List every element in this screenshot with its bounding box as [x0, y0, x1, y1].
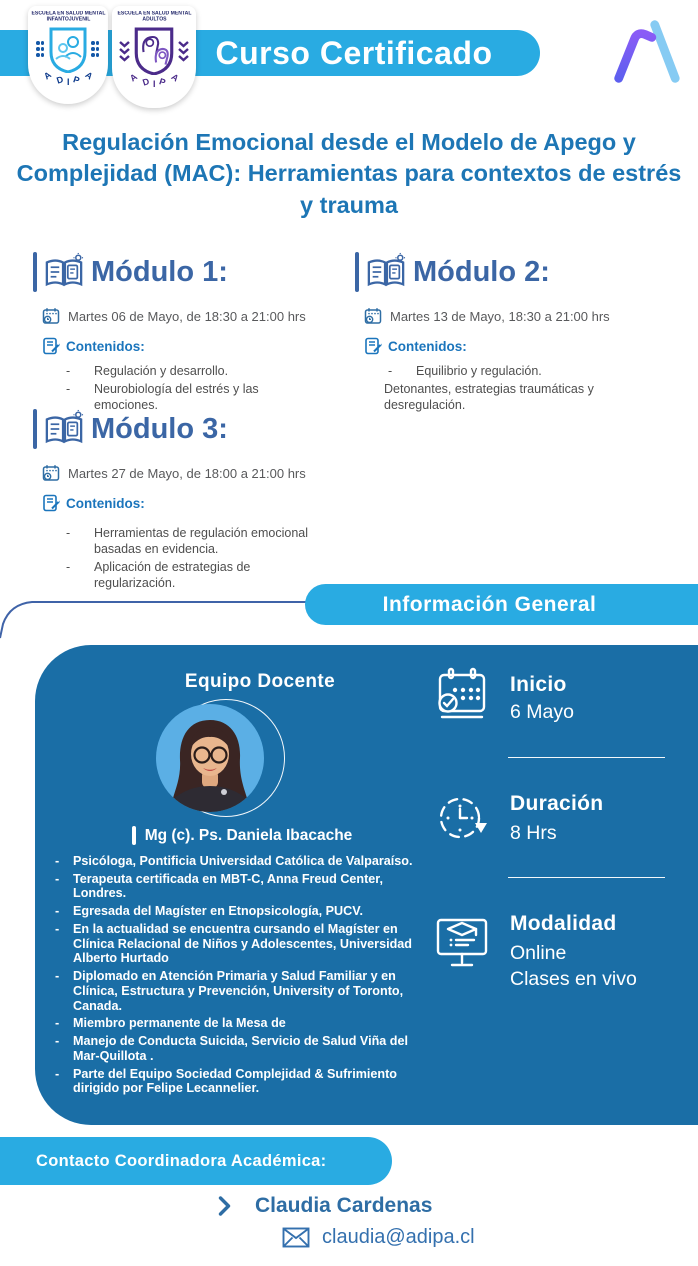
accent-bar	[33, 252, 37, 292]
teacher-bio-list	[48, 854, 420, 1099]
calendar-check-icon	[432, 664, 492, 724]
contact-email-link[interactable]	[282, 1226, 475, 1249]
contact-name-row	[218, 1194, 432, 1218]
modalidad-value-clases: Clases en vivo	[510, 968, 637, 990]
badge-escuela-adultos	[112, 6, 196, 108]
teacher-avatar	[156, 704, 264, 812]
header-banner-label: Curso Certificado	[215, 34, 493, 71]
modalidad-label: Modalidad	[510, 912, 617, 935]
adipa-logo-icon	[606, 20, 684, 84]
info-general-banner	[305, 584, 698, 625]
module-2-topic-list	[384, 363, 690, 413]
module-2-header	[355, 252, 690, 292]
badge-dots-left-icon	[36, 41, 45, 59]
inicio-label: Inicio	[510, 673, 567, 696]
monitor-graduation-icon	[432, 912, 492, 974]
divider	[508, 757, 665, 758]
module-1-contents-label	[42, 337, 345, 356]
envelope-icon	[282, 1227, 310, 1248]
calendar-icon	[42, 464, 60, 482]
document-pen-icon	[42, 494, 61, 513]
module-2-heading: Módulo 2:	[413, 255, 550, 288]
book-icon	[366, 252, 406, 292]
module-1-date-text: Martes 06 de Mayo, de 18:30 a 21:00 hrs	[68, 308, 306, 324]
modalidad-value-online: Online	[510, 942, 567, 964]
module-3-header	[33, 409, 353, 449]
badge-brand-adipa: A D I P A	[41, 69, 95, 88]
list-item: - Neurobiología del estrés y las emociones.	[66, 382, 259, 412]
decorative-line	[0, 600, 308, 640]
accent-bar	[132, 826, 136, 845]
clock-icon	[434, 790, 490, 846]
calendar-icon	[42, 307, 60, 325]
module-3-contents-label	[42, 494, 353, 513]
contact-email-text[interactable]: claudia@adipa.cl	[322, 1226, 475, 1248]
inicio-value: 6 Mayo	[510, 701, 574, 723]
module-2-contents-label	[364, 337, 690, 356]
module-1-section	[33, 252, 345, 415]
module-2-date	[364, 307, 690, 325]
module-3-section	[33, 409, 353, 593]
list-item: - Aplicación de estrategias de regularización.	[66, 560, 251, 590]
list-item: - Terapeuta certificada en MBT-C, Anna Freud Center, Londres.	[55, 871, 384, 901]
accent-bar	[33, 409, 37, 449]
list-item: - Diplomado en Atención Primaria y Salud Familiar y en Clínica, Estructura y Prevención, University of Toronto, Canada.	[55, 969, 404, 1013]
contents-label-text: Contenidos:	[66, 496, 145, 511]
badge-dots-right-icon	[91, 41, 100, 59]
book-icon	[44, 409, 84, 449]
accent-bar	[355, 252, 359, 292]
module-1-topic-list	[62, 363, 345, 413]
badge-escuela-infantojuvenil	[28, 6, 108, 104]
team-heading: Equipo Docente	[184, 671, 336, 692]
badge-shield-icon	[48, 27, 88, 73]
badge-emblem	[36, 27, 100, 73]
divider	[508, 877, 665, 878]
list-item: - Egresada del Magíster en Etnopsicología, PUCV.	[55, 904, 363, 919]
list-item: - Miembro permanente de la Mesa de	[55, 1016, 286, 1031]
module-3-topic-list	[62, 525, 353, 591]
badge-chevrons-right-icon	[178, 41, 189, 62]
calendar-icon	[364, 307, 382, 325]
module-1-date	[42, 307, 345, 325]
module-2-section	[355, 252, 690, 415]
contents-label-text: Contenidos:	[388, 339, 467, 354]
info-general-label: Información General	[382, 592, 597, 616]
teacher-name-text: Mg (c). Ps. Daniela Ibacache	[144, 826, 353, 844]
duracion-value: 8 Hrs	[510, 822, 557, 844]
contact-banner-label: Contacto Coordinadora Académica:	[36, 1151, 327, 1170]
teacher-name	[75, 826, 409, 845]
module-1-heading: Módulo 1:	[91, 255, 228, 288]
list-item: - Manejo de Conducta Suicida, Servicio de Salud Viña del Mar-Quillota .	[55, 1034, 408, 1063]
contents-label-text: Contenidos:	[66, 339, 145, 354]
module-1-header	[33, 252, 345, 292]
badge-chevrons-left-icon	[119, 41, 130, 62]
badge-school-text: ESCUELA EN SALUD MENTAL ADULTOS	[117, 11, 191, 23]
list-item: - Psicóloga, Pontificia Universidad Católica de Valparaíso.	[55, 854, 413, 868]
contact-banner	[0, 1137, 392, 1185]
document-pen-icon	[364, 337, 383, 356]
document-pen-icon	[42, 337, 61, 356]
list-item: - Regulación y desarrollo.	[66, 364, 229, 378]
page-title: Regulación Emocional desde el Modelo de Apego y Complejidad (MAC): Herramientas para contextos de estrés y trauma	[16, 129, 682, 218]
chevron-right-icon	[218, 1196, 231, 1216]
badge-brand-adipa: A D I P A	[127, 71, 181, 90]
contact-name-text: Claudia Cardenas	[255, 1194, 433, 1217]
list-item: - Parte del Equipo Sociedad Complejidad & Sufrimiento dirigido por Felipe Lecannelier.	[55, 1066, 397, 1096]
badge-emblem	[119, 27, 189, 75]
duracion-label: Duración	[510, 792, 604, 815]
book-icon	[44, 252, 84, 292]
module-3-date	[42, 464, 353, 482]
list-item: Detonantes, estrategias traumáticas y desregulación.	[384, 382, 594, 412]
badge-school-text: ESCUELA EN SALUD MENTAL INFANTOJUVENIL	[31, 11, 105, 23]
module-2-date-text: Martes 13 de Mayo, 18:30 a 21:00 hrs	[390, 308, 610, 324]
list-item: - En la actualidad se encuentra cursando el Magíster en Clínica Relacional de Niños y Adolescentes, Universidad Alberto Hurtado	[55, 921, 412, 966]
list-item: - Herramientas de regulación emocional basadas en evidencia.	[66, 526, 309, 556]
list-item: - Equilibrio y regulación.	[388, 364, 542, 378]
module-3-date-text: Martes 27 de Mayo, de 18:00 a 21:00 hrs	[68, 465, 306, 481]
badge-shield-icon	[133, 27, 175, 75]
module-3-heading: Módulo 3:	[91, 412, 228, 445]
info-general-panel	[35, 645, 698, 1125]
